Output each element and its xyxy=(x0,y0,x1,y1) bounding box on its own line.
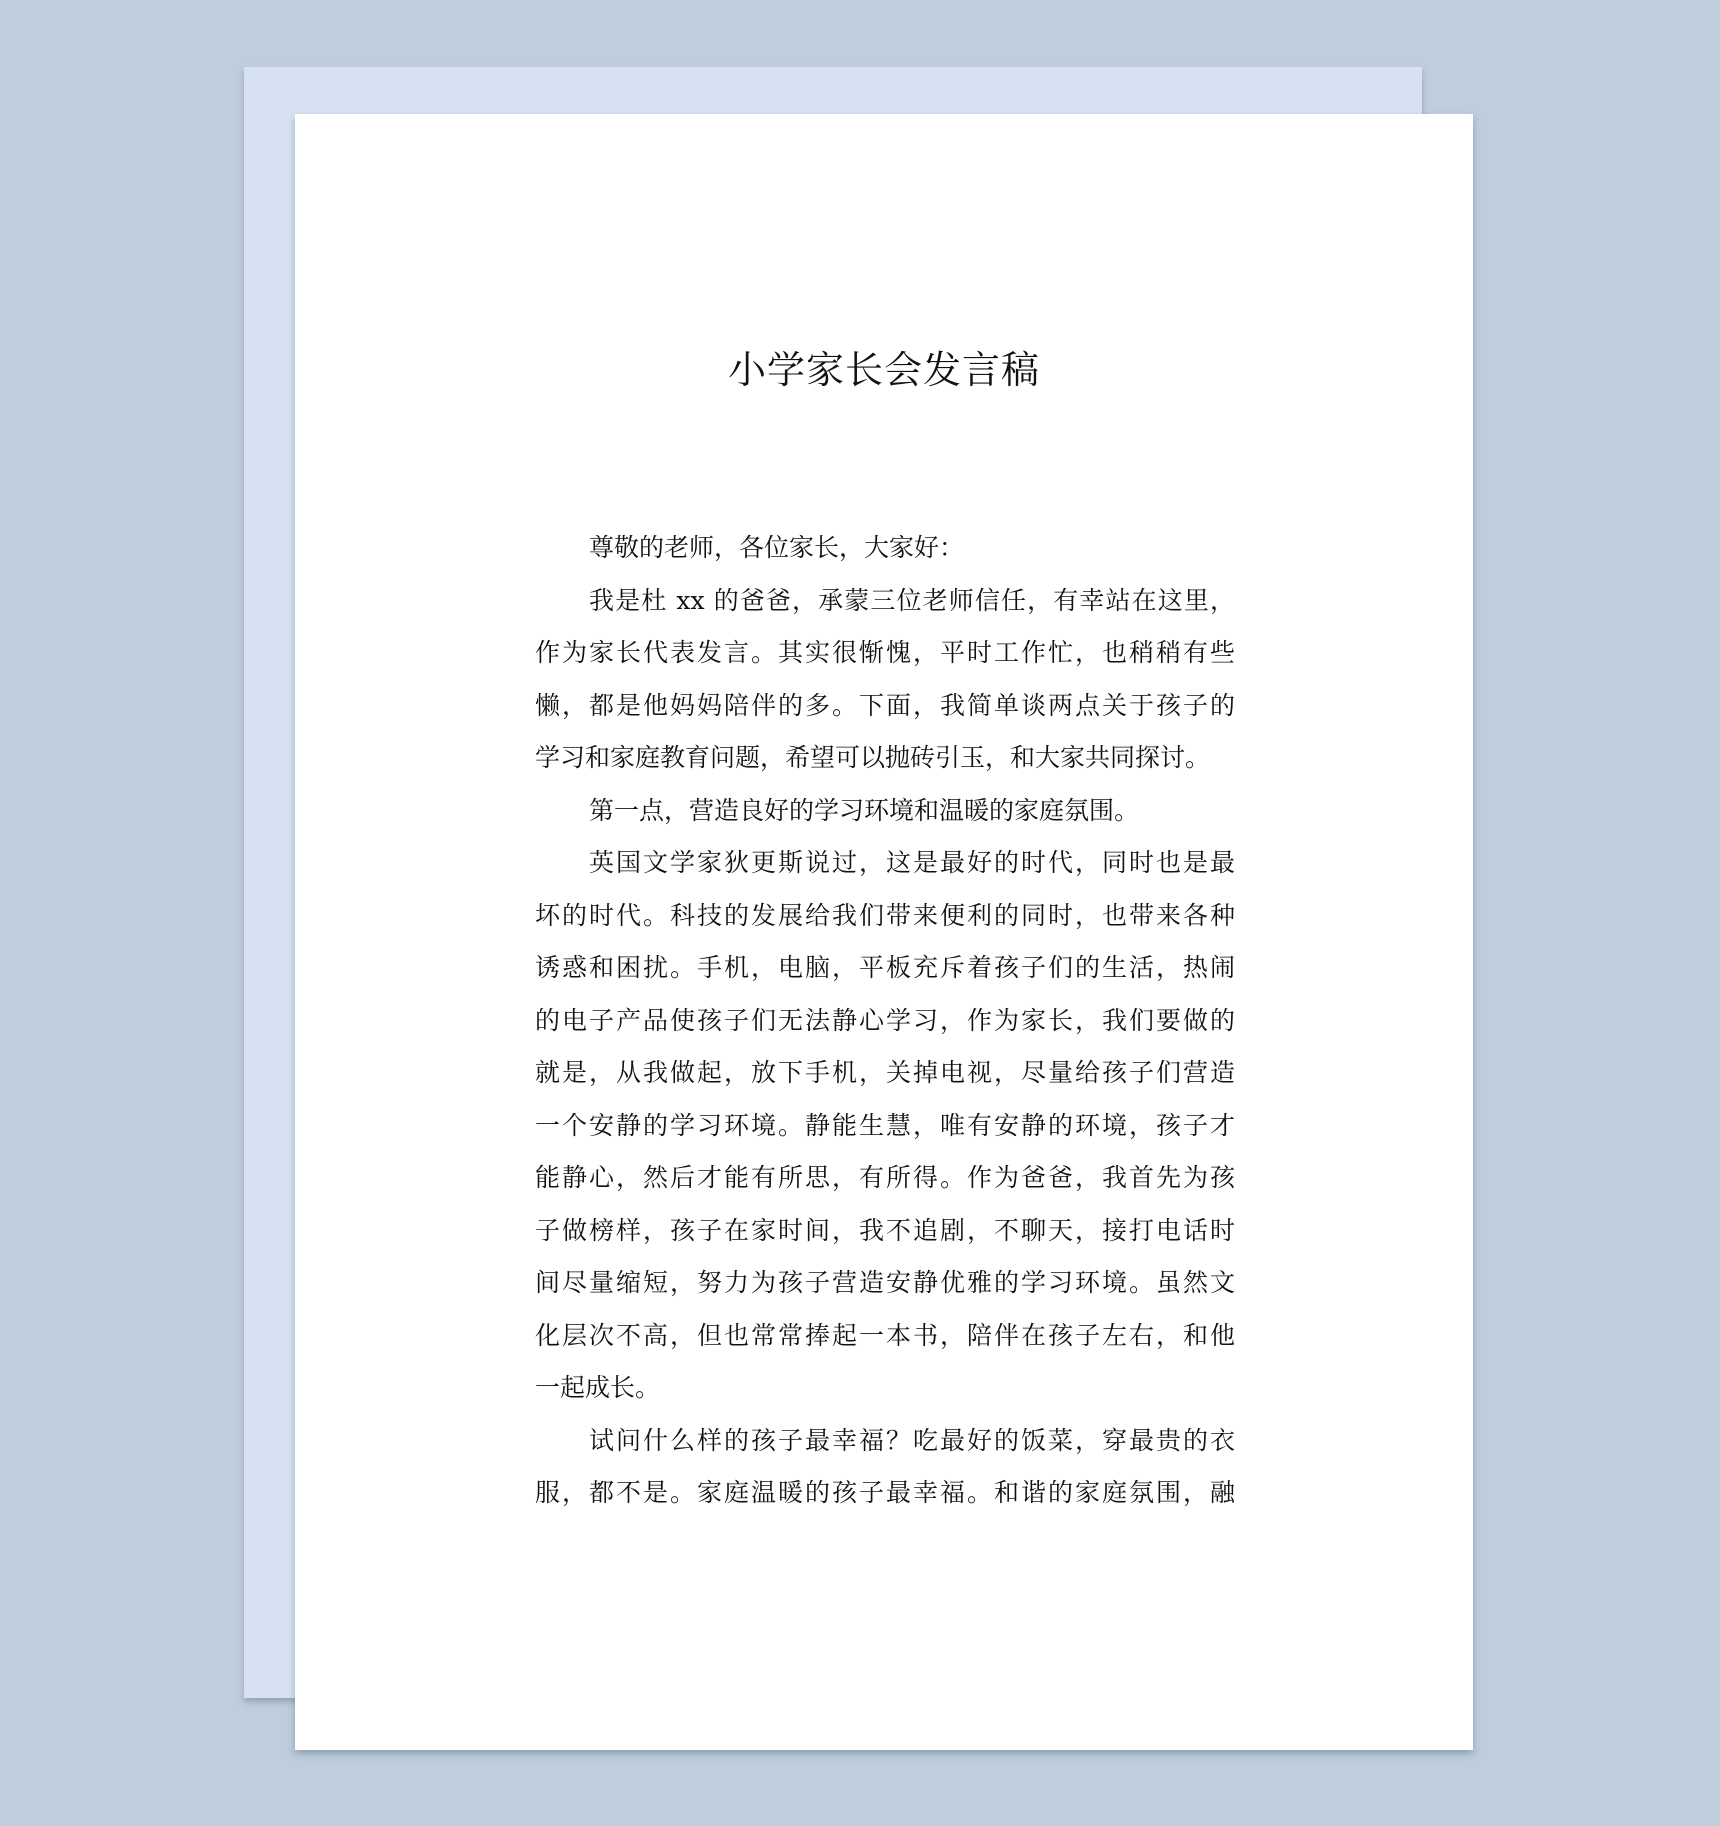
text-line: 英国文学家狄更斯说过，这是最好的时代，同时也是最 xyxy=(589,848,1235,877)
text-line: 我是杜 xx 的爸爸，承蒙三位老师信任，有幸站在这里， xyxy=(589,585,1235,615)
text-line: 诱惑和困扰。手机，电脑，平板充斥着孩子们的生活，热闹 xyxy=(535,953,1235,982)
text-line: 子做榜样，孩子在家时间，我不追剧，不聊天，接打电话时 xyxy=(535,1215,1235,1245)
text-line: 的电子产品使孩子们无法静心学习，作为家长，我们要做的 xyxy=(535,1005,1235,1035)
text-line: 一起成长。 xyxy=(535,1373,661,1402)
text-line: 试问什么样的孩子最幸福？吃最好的饭菜，穿最贵的衣 xyxy=(589,1425,1235,1455)
document-body xyxy=(535,522,1235,1520)
greeting-line: 尊敬的老师，各位家长，大家好： xyxy=(589,533,965,562)
section-heading-line: 第一点，营造良好的学习环境和温暖的家庭氛围。 xyxy=(589,795,1140,825)
text-line: 能静心，然后才能有所思，有所得。作为爸爸，我首先为孩 xyxy=(535,1163,1235,1192)
text-line: 作为家长代表发言。其实很惭愧，平时工作忙，也稍稍有些 xyxy=(535,638,1235,667)
text-line: 学习和家庭教育问题，希望可以抛砖引玉，和大家共同探讨。 xyxy=(535,743,1211,772)
document-title: 小学家长会发言稿 xyxy=(727,348,1040,392)
text-line: 间尽量缩短，努力为孩子营造安静优雅的学习环境。虽然文 xyxy=(535,1268,1235,1297)
text-line: 一个安静的学习环境。静能生慧，唯有安静的环境，孩子才 xyxy=(535,1110,1235,1140)
document-page xyxy=(295,114,1473,1750)
text-line: 就是，从我做起，放下手机，关掉电视，尽量给孩子们营造 xyxy=(535,1058,1235,1087)
text-line: 服，都不是。家庭温暖的孩子最幸福。和谐的家庭氛围，融 xyxy=(535,1478,1235,1507)
text-line: 坏的时代。科技的发展给我们带来便利的同时，也带来各种 xyxy=(535,900,1235,930)
text-line: 化层次不高，但也常常捧起一本书，陪伴在孩子左右，和他 xyxy=(535,1320,1235,1350)
text-line: 懒，都是他妈妈陪伴的多。下面，我简单谈两点关于孩子的 xyxy=(535,690,1235,720)
